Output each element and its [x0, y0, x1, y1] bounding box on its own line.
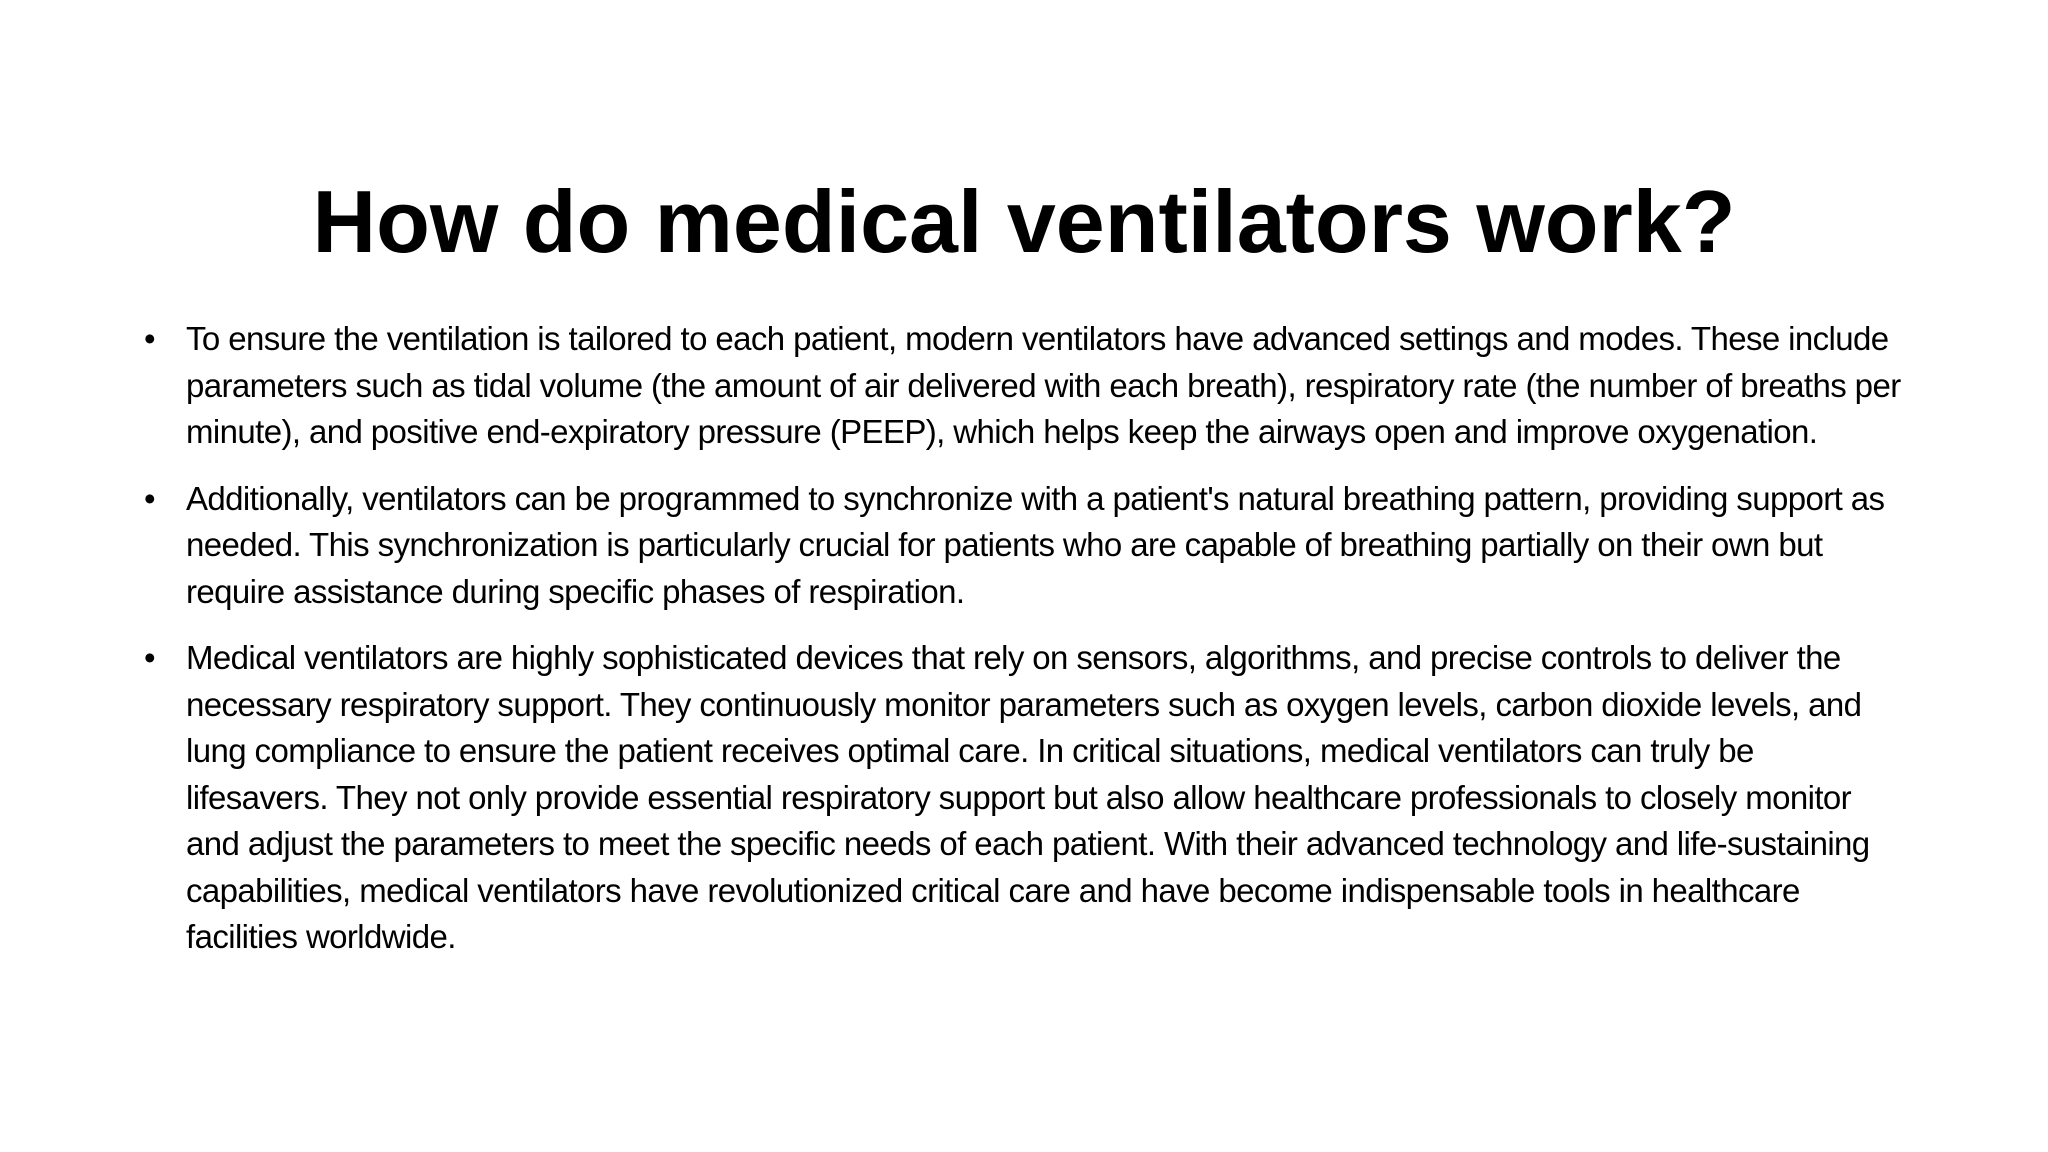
bullet-item-1 — [144, 316, 1904, 456]
bullet-icon: • — [144, 639, 155, 676]
bullet-text: Additionally, ventilators can be programmed to synchronize with a patient's natural breathing pattern, providing support as needed. This synchronization is particularly crucial for patients who are capable of breathing partially on their own but require assistance during specific phases of respiration. — [186, 479, 1885, 610]
bullet-icon: • — [144, 479, 155, 517]
bullet-item-3 — [144, 635, 1904, 961]
bullet-text: To ensure the ventilation is tailored to each patient, modern ventilators have advanced settings and modes. These include parameters such as tidal volume (the amount of air delivered with each breath), respiratory rate (the number of breaths per minute), and positive end-expiratory pressure (PEEP), which helps keep the airways open and improve oxygenation. — [186, 320, 1901, 450]
bullet-text: Medical ventilators are highly sophisticated devices that rely on sensors, algorithms, and precise controls to deliver the necessary respiratory support. They continuously monitor parameters such as oxygen levels, carbon dioxide levels, and lung compliance to ensure the patient receives optimal care. In critical situations, medical ventilators can truly be lifesavers. They not only provide essential respiratory support but also allow healthcare professionals to closely monitor and adjust the parameters to meet the specific needs of each patient. With their advanced technology and life-sustaining capabilities, medical ventilators have revolutionized critical care and have become indispensable tools in healthcare facilities worldwide. — [186, 639, 1870, 955]
bullet-list — [144, 316, 1904, 981]
bullet-item-2 — [144, 476, 1904, 616]
slide-title: How do medical ventilators work? — [312, 172, 1736, 271]
bullet-icon: • — [144, 320, 155, 357]
